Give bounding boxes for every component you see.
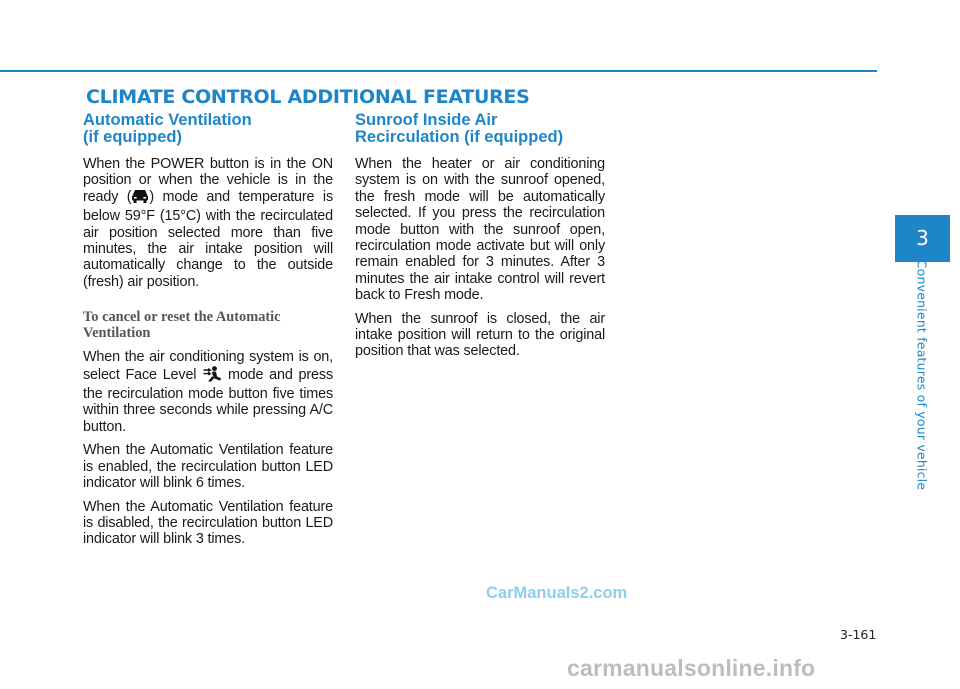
right-column bbox=[355, 112, 605, 367]
subheading-line-1: To cancel or reset the Automatic bbox=[83, 309, 281, 326]
p1-before-icon: When the POWER button is in the ON position or when the vehicle is in the ready ( bbox=[83, 156, 333, 205]
ready-car-icon bbox=[131, 189, 149, 208]
heading-line-2: Recirculation (if equipped) bbox=[355, 128, 564, 146]
cancel-reset-subheading bbox=[83, 309, 333, 341]
p2-after-icon: mode and press the recirculation mode button five times within three seconds while pressing A/C button. bbox=[83, 366, 333, 435]
p1-after-icon: ) mode and temperature is below 59°F (15°C) with the recirculated air position selected more than five minutes, the air intake position will automatically change to the outside (fresh) air position. bbox=[83, 188, 333, 290]
left-column bbox=[83, 112, 333, 555]
top-rule bbox=[0, 70, 877, 72]
sunroof-recirculation-paragraph-2: When the sunroof is closed, the air intake position will return to the original position that was selected. bbox=[355, 310, 605, 360]
heading-line-2: (if equipped) bbox=[83, 128, 182, 146]
footer-watermark: carmanualsonline.info bbox=[567, 655, 816, 681]
heading-line-1: Automatic Ventilation bbox=[83, 111, 252, 129]
automatic-ventilation-paragraph-1 bbox=[83, 156, 333, 290]
watermark: CarManuals2.com bbox=[486, 584, 628, 602]
automatic-ventilation-paragraph-4: When the Automatic Ventilation feature is disabled, the recirculation button LED indicator will blink 3 times. bbox=[83, 498, 333, 548]
subheading-line-2: Ventilation bbox=[83, 325, 151, 342]
automatic-ventilation-heading bbox=[83, 112, 333, 146]
sunroof-recirculation-heading bbox=[355, 112, 605, 146]
automatic-ventilation-paragraph-3: When the Automatic Ventilation feature is enabled, the recirculation button LED indicator will blink 6 times. bbox=[83, 442, 333, 492]
section-title: CLIMATE CONTROL ADDITIONAL FEATURES bbox=[86, 86, 530, 108]
automatic-ventilation-paragraph-2 bbox=[83, 349, 333, 435]
chapter-title: Convenient features of your vehicle bbox=[914, 259, 930, 491]
p2-before-icon: When the air conditioning system is on, select Face Level bbox=[83, 349, 333, 383]
page-number: 3-161 bbox=[840, 627, 877, 642]
face-level-mode-icon bbox=[202, 366, 222, 386]
sunroof-recirculation-paragraph-1: When the heater or air conditioning system is on with the sunroof opened, the fresh mode will be automatically selected. If you press the recirculation mode button with the sunroof open, recirculation mode activate but will only remain enabled for 3 minutes. After 3 minutes the air intake control will revert back to Fresh mode. bbox=[355, 156, 605, 304]
chapter-tab: 3 bbox=[895, 215, 950, 262]
heading-line-1: Sunroof Inside Air bbox=[355, 111, 498, 129]
